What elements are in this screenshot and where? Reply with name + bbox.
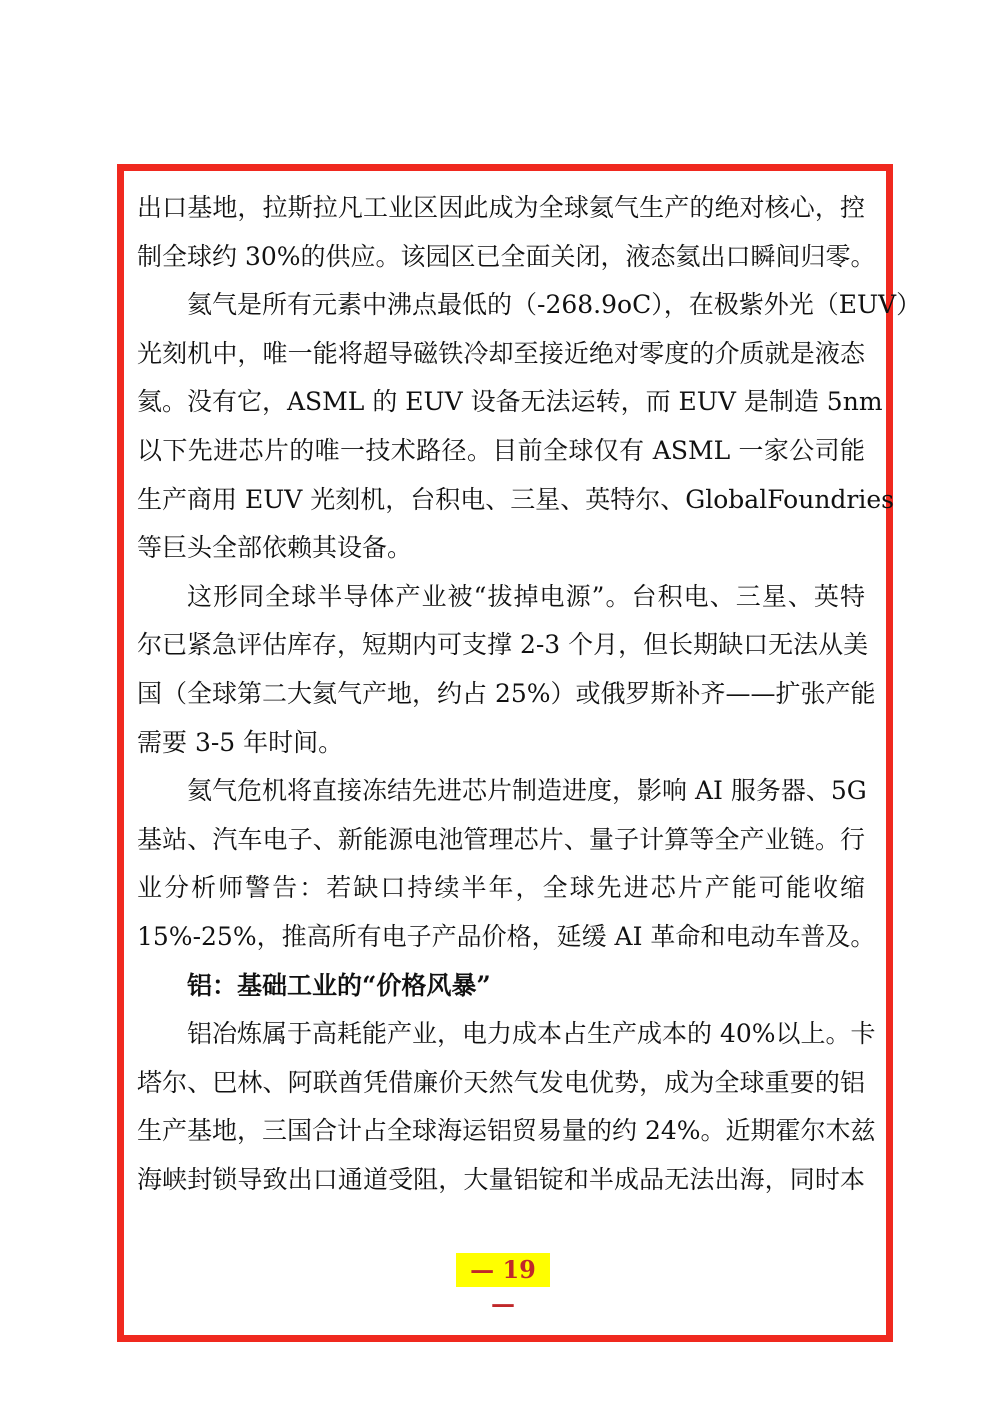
paragraph-start-line: 这形同全球半导体产业被“拔掉电源”。台积电、三星、英特 [187,581,865,611]
text-line: 塔尔、巴林、阿联酋凭借廉价天然气发电优势，成为全球重要的铝 [137,1067,865,1097]
paragraph-end-line: 等巨头全部依赖其设备。 [137,533,413,563]
page-number: — 19 — [456,1253,550,1287]
text-line: 海峡封锁导致出口通道受阻，大量铝锭和半成品无法出海，同时本 [137,1164,865,1194]
text-line: 以下先进芯片的唯一技术路径。目前全球仅有 ASML 一家公司能 [137,435,865,465]
paragraph-end-line: 需要 3-5 年时间。 [137,727,344,757]
text-line: 氦。没有它，ASML 的 EUV 设备无法运转，而 EUV 是制造 5nm [137,387,883,417]
text-line: 生产基地，三国合计占全球海运铝贸易量的约 24%。近期霍尔木兹 [137,1116,876,1146]
text-line: 尔已紧急评估库存，短期内可支撑 2-3 个月，但长期缺口无法从美 [137,630,869,660]
paragraph-start-line: 铝冶炼属于高耗能产业，电力成本占生产成本的 40%以上。卡 [187,1019,876,1049]
text-line: 基站、汽车电子、新能源电池管理芯片、量子计算等全产业链。行 [137,824,865,854]
section-heading: 铝：基础工业的“价格风暴” [187,970,491,1000]
text-line: 国（全球第二大氦气产地，约占 25%）或俄罗斯补齐——扩张产能 [137,678,876,708]
paragraph-start-line: 氦气危机将直接冻结先进芯片制造进度，影响 AI 服务器、5G [187,776,867,806]
document-body [137,184,922,1204]
text-line: 15%-25%，推高所有电子产品价格，延缓 AI 革命和电动车普及。 [137,921,876,951]
text-line: 生产商用 EUV 光刻机，台积电、三星、英特尔、GlobalFoundries [137,484,894,514]
text-line: 业分析师警告：若缺口持续半年，全球先进芯片产能可能收缩 [137,873,865,903]
text-line: 出口基地，拉斯拉凡工业区因此成为全球氦气生产的绝对核心，控 [137,193,865,222]
text-line: 光刻机中，唯一能将超导磁铁冷却至接近绝对零度的介质就是液态 [137,338,865,368]
paragraph-start-line: 氦气是所有元素中沸点最低的（-268.9oC），在极紫外光（EUV） [187,290,922,320]
text-line: 制全球约 30%的供应。该园区已全面关闭，液态氦出口瞬间归零。 [137,241,876,271]
